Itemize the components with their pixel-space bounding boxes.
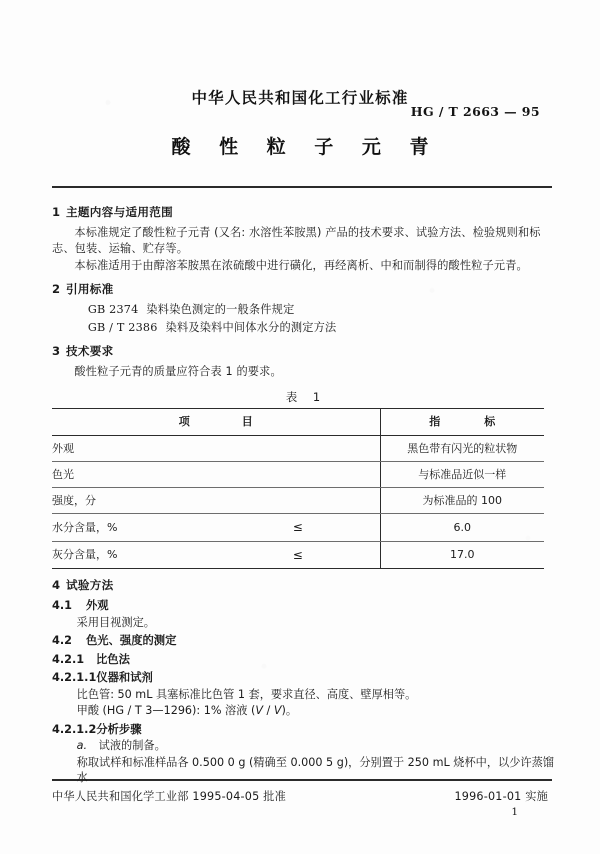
implementation-statement: 1996-01-01 实施 — [454, 790, 548, 803]
reagent-text-post: )。 — [281, 704, 298, 718]
reference-title: 染料及染料中间体水分的测定方法 — [165, 320, 337, 334]
table-cell-operator — [216, 435, 380, 461]
reference-item — [52, 320, 554, 335]
reagent-formic-acid — [52, 703, 554, 718]
clause-1-paragraph-2: 本标准适用于由醇溶苯胺黑在浓硫酸中进行磺化，再经离析、中和而制得的酸性粒子元青。 — [74, 258, 528, 272]
table-cell-value: 黑色带有闪光的粒状物 — [380, 435, 544, 461]
clause-2-heading — [52, 282, 554, 298]
clause-3-number: 3 — [52, 344, 61, 359]
table-cell-operator: ≤ — [216, 541, 380, 569]
table-cell-value: 17.0 — [380, 541, 544, 569]
procedure-item-a — [52, 738, 554, 753]
clause-4-2-number: 4.2 — [52, 634, 73, 648]
reference-title: 染料染色测定的一般条件规定 — [146, 303, 295, 317]
page-number: 1 — [511, 806, 518, 818]
clause-4-1-title: 外观 — [86, 599, 109, 613]
clause-4-2-1-title: 比色法 — [96, 652, 130, 666]
clause-4-2-heading — [52, 633, 554, 649]
table-cell-item: 色光 — [52, 461, 216, 487]
table-header-row — [52, 409, 544, 435]
reference-code: GB / T 2386 — [87, 320, 158, 334]
table-caption: 表 1 — [285, 389, 327, 404]
reagent-symbol-v2: V — [273, 704, 282, 718]
reagent-symbol-v1: V — [255, 704, 263, 718]
clause-4-2-1-2-number: 4.2.1.2 — [52, 722, 97, 736]
table-col-header-item: 项目 — [52, 409, 380, 435]
clause-4-1-number: 4.1 — [52, 599, 73, 613]
table-cell-value: 6.0 — [380, 514, 544, 542]
reference-code: GB 2374 — [87, 303, 139, 317]
document-body — [52, 196, 554, 787]
procedure-item-marker: a. — [76, 739, 88, 753]
table-row — [52, 514, 544, 542]
document-title: 酸 性 粒 子 元 青 — [171, 136, 440, 158]
clause-4-2-1-2-heading — [52, 722, 554, 738]
table-cell-item: 外观 — [52, 435, 216, 461]
standard-number: HG / T 2663 — 95 — [410, 104, 540, 119]
reagent-text-pre: 甲酸 (HG / T 3—1296): 1% 溶液 ( — [76, 704, 256, 718]
clause-1-title: 主题内容与适用范围 — [66, 205, 174, 219]
clause-4-heading — [52, 578, 554, 594]
clause-4-2-1-2-title: 分析步骤 — [96, 722, 142, 736]
spec-table-wrap — [52, 390, 554, 570]
clause-4-number: 4 — [52, 578, 61, 593]
clause-3-title: 技术要求 — [66, 344, 114, 359]
table-cell-operator — [216, 487, 380, 513]
table-cell-item: 强度，分 — [52, 487, 216, 513]
table-cell-operator: ≤ — [216, 514, 380, 542]
clause-4-2-title: 色光、强度的测定 — [86, 634, 177, 648]
table-row — [52, 541, 544, 569]
table-cell-item: 水分含量，% — [52, 514, 216, 542]
reference-item — [52, 302, 554, 317]
clause-2-number: 2 — [52, 282, 61, 297]
specification-table — [52, 408, 544, 569]
clause-4-title: 试验方法 — [66, 578, 114, 593]
table-cell-operator — [216, 461, 380, 487]
clause-4-1-body: 采用目视测定。 — [76, 615, 155, 629]
clause-3-heading — [52, 344, 554, 360]
procedure-item-a-body: 称取试样和标准样品各 0.500 0 g (精确至 0.000 5 g)，分别置于 250 mL 烧杯中，以少许蒸馏水 — [76, 755, 554, 785]
clause-1-paragraph-1: 本标准规定了酸性粒子元青 (又名: 水溶性苯胺黑) 产品的技术要求、试验方法、检验规则和标 — [74, 225, 541, 239]
clause-4-1-heading — [52, 598, 554, 614]
procedure-item-title: 试液的制备。 — [98, 739, 166, 753]
table-row — [52, 461, 544, 487]
table-col-header-spec: 指标 — [380, 409, 544, 435]
clause-1-paragraph-1-cont: 志、包装、运输、贮存等。 — [52, 242, 189, 256]
clause-4-2-1-heading — [52, 652, 554, 668]
apparatus-colorimetric-tube: 比色管: 50 mL 具塞标准比色管 1 套，要求直径、高度、壁厚相等。 — [76, 687, 417, 701]
clause-4-2-1-1-number: 4.2.1.1 — [52, 671, 97, 685]
table-row — [52, 435, 544, 461]
clause-4-2-1-1-title: 仪器和试剂 — [96, 671, 153, 685]
clause-1-number: 1 — [52, 205, 61, 219]
clause-4-2-1-1-heading — [52, 670, 554, 686]
header-rule — [52, 186, 552, 188]
table-cell-item: 灰分含量，% — [52, 541, 216, 569]
table-cell-value: 为标准品的 100 — [380, 487, 544, 513]
clause-3-paragraph-1: 酸性粒子元青的质量应符合表 1 的要求。 — [74, 365, 282, 379]
clause-2-title: 引用标准 — [66, 282, 114, 297]
approval-statement: 中华人民共和国化学工业部 1995-04-05 批准 — [52, 790, 286, 803]
reagent-text-mid: / — [263, 704, 274, 718]
issuing-organization: 中华人民共和国化工行业标准 — [191, 89, 409, 107]
table-row — [52, 487, 544, 513]
clause-1-heading — [52, 205, 554, 221]
clause-4-2-1-number: 4.2.1 — [52, 652, 85, 666]
table-cell-value: 与标准品近似一样 — [380, 461, 544, 487]
